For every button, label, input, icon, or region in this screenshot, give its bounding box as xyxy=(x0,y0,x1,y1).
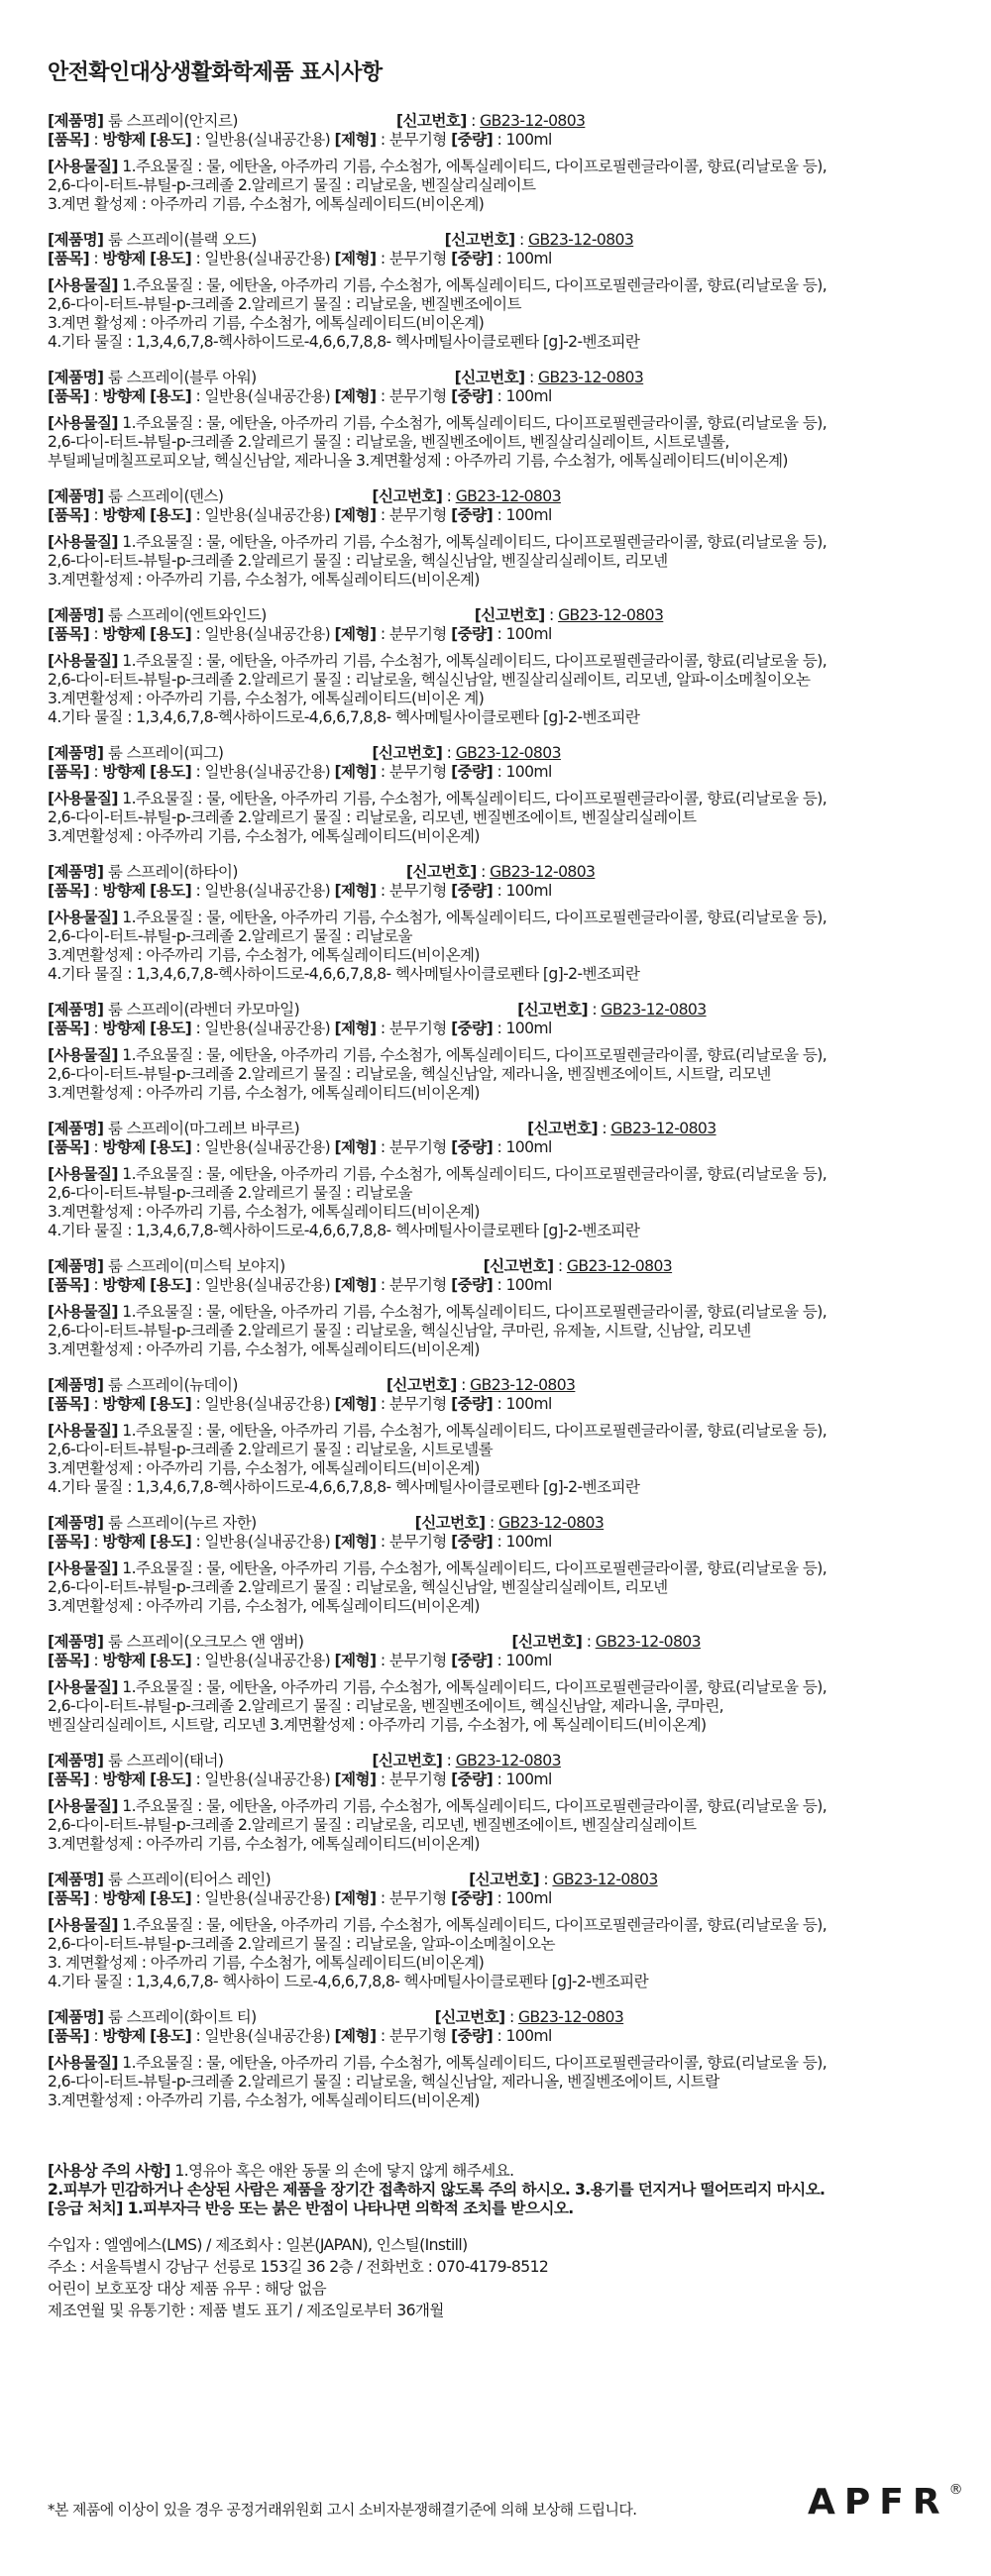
form-value: 분무기형 xyxy=(388,625,447,643)
product-name: 룸 스프레이(엔트와인드) xyxy=(107,606,267,624)
product-name-label: [제품명] xyxy=(48,1752,104,1770)
registration-number: GB23-12-0803 xyxy=(527,231,634,249)
usage-label: [용도] xyxy=(150,1533,192,1551)
registration-label: [신고번호] xyxy=(385,1376,457,1394)
material-line: 3.계면활성제 : 아주까리 기름, 수소첨가, 에톡실레이티드(비이온계) xyxy=(48,571,480,589)
registration-label: [신고번호] xyxy=(372,487,443,505)
registration-number: GB23-12-0803 xyxy=(610,1120,716,1137)
volume-value: 100ml xyxy=(505,1395,552,1413)
material-line: 2,6-다이-터트-뷰틸-p-크레졸 2.알레르기 물질 : 리날로울 xyxy=(48,927,412,945)
volume-value: 100ml xyxy=(505,1771,552,1788)
volume-label: [중량] xyxy=(451,1771,494,1788)
material-line: 4.기타 물질 : 1,3,4,6,7,8-헥사하이드로-4,6,6,7,8,8- 헥사메틸사이클로펜타 [g]-2-벤조피란 xyxy=(48,965,640,983)
product-block: [제품명] 룸 스프레이(태너) [신고번호] : GB23-12-0803 [품목] : 방향제 [용도] : 일반용(실내공간용) [제형] : 분무기형 [중량] : 100ml [사용물질] 1.주요물질 : 물, 에탄올, 아주까리 기름, 수소첨가, 에톡실레이티드, 다이프로필렌글라이콜, 향료(리날로울 등), 2,6-다이-터트-뷰틸-p-크레졸 2.알레르기 물질 : 리날로울, 리모넨, 벤질벤조에이트, 벤질살리실레이트 3.계면활성제 : 아주까리 기름, 수소첨가, 에톡실레이티드(비이온계) xyxy=(48,1752,827,1853)
registration-number: GB23-12-0803 xyxy=(552,1871,658,1888)
usage-label: [용도] xyxy=(150,250,192,268)
type-value: 방향제 xyxy=(102,1533,146,1551)
caution-section xyxy=(48,2162,959,2218)
registration-number: GB23-12-0803 xyxy=(470,1376,576,1394)
type-label: [품목] xyxy=(48,763,89,781)
material-line: 1.주요물질 : 물, 에탄올, 아주까리 기름, 수소첨가, 에톡실레이티드, 다이프로필렌글라이콜, 향료(리날로울 등), xyxy=(122,790,827,807)
type-label: [품목] xyxy=(48,250,89,268)
product-name-label: [제품명] xyxy=(48,1257,104,1275)
product-block: [제품명] 룸 스프레이(엔트와인드) [신고번호] : GB23-12-0803 [품목] : 방향제 [용도] : 일반용(실내공간용) [제형] : 분무기형 [중량] : 100ml [사용물질] 1.주요물질 : 물, 에탄올, 아주까리 기름, 수소첨가, 에톡실레이티드, 다이프로필렌글라이콜, 향료(리날로울 등), 2,6-다이-터트-뷰틸-p-크레졸 2.알레르기 물질 : 리날로울, 헥실신남알, 벤질살리실레이트, 리모넨, 알파-이소메칠이오논 3.계면활성제 : 아주까리 기름, 수소첨가, 에톡실레이티드(비이온 계) 4.기타 물질 : 1,3,4,6,7,8-헥사하이드로-4,6,6,7,8,8- 헥사메틸사이클로펜타 [g]-2-벤조피란 xyxy=(48,606,827,726)
product-name-label: [제품명] xyxy=(48,1871,104,1888)
volume-value: 100ml xyxy=(505,1276,552,1294)
product-name-label: [제품명] xyxy=(48,112,104,130)
usage-label: [용도] xyxy=(150,2027,192,2045)
type-value: 방향제 xyxy=(102,1771,146,1788)
registration-label: [신고번호] xyxy=(469,1871,540,1888)
type-label: [품목] xyxy=(48,625,89,643)
registration-number: GB23-12-0803 xyxy=(497,1514,605,1532)
product-name-label: [제품명] xyxy=(48,369,104,386)
type-value: 방향제 xyxy=(102,506,146,524)
type-value: 방향제 xyxy=(102,250,146,268)
volume-value: 100ml xyxy=(505,1533,552,1551)
type-label: [품목] xyxy=(48,882,89,900)
usage-label: [용도] xyxy=(150,882,192,900)
product-name-label: [제품명] xyxy=(48,606,104,624)
material-line: 2,6-다이-터트-뷰틸-p-크레졸 2.알레르기 물질 : 리날로울, 헥실신남알, 쿠마린, 유제놀, 시트랄, 신남알, 리모넨 xyxy=(48,1322,751,1340)
material-line: 4.기타 물질 : 1,3,4,6,7,8-헥사하이드로-4,6,6,7,8,8- 헥사메틸사이클로펜타 [g]-2-벤조피란 xyxy=(48,333,640,351)
volume-label: [중량] xyxy=(451,1138,494,1156)
form-value: 분무기형 xyxy=(388,506,447,524)
product-block: [제품명] 룸 스프레이(블랙 오드) [신고번호] : GB23-12-0803 [품목] : 방향제 [용도] : 일반용(실내공간용) [제형] : 분무기형 [중량] : 100ml [사용물질] 1.주요물질 : 물, 에탄올, 아주까리 기름, 수소첨가, 에톡실레이티드, 다이프로필렌글라이콜, 향료(리날로울 등), 2,6-다이-터트-뷰틸-p-크레졸 2.알레르기 물질 : 리날로울, 벤질벤조에이트 3.계면 활성제 : 아주까리 기름, 수소첨가, 에톡실레이티드(비이온계) 4.기타 물질 : 1,3,4,6,7,8-헥사하이드로-4,6,6,7,8,8- 헥사메틸사이클로펜타 [g]-2-벤조피란 xyxy=(48,231,827,351)
type-label: [품목] xyxy=(48,1138,89,1156)
material-line: 3.계면 활성제 : 아주까리 기름, 수소첨가, 에톡실레이티드(비이온계) xyxy=(48,314,485,332)
registration-number: GB23-12-0803 xyxy=(490,863,596,881)
volume-label: [중량] xyxy=(451,1652,494,1669)
form-label: [제형] xyxy=(334,763,377,781)
registration-number: GB23-12-0803 xyxy=(455,744,561,762)
registration-number: GB23-12-0803 xyxy=(558,606,664,624)
material-line: 2,6-다이-터트-뷰틸-p-크레졸 2.알레르기 물질 : 리날로울, 알파-이소메칠이오논 xyxy=(48,1935,555,1953)
usage-label: [용도] xyxy=(150,387,192,405)
usage-label: [용도] xyxy=(150,1889,192,1907)
product-name: 룸 스프레이(덴스) xyxy=(107,487,224,505)
usage-value: 일반용(실내공간용) xyxy=(204,131,331,149)
form-label: [제형] xyxy=(334,882,377,900)
product-name-label: [제품명] xyxy=(48,863,104,881)
material-line: 2,6-다이-터트-뷰틸-p-크레졸 2.알레르기 물질 : 리날로울, 리모넨, 벤질벤조에이트, 벤질살리실레이트 xyxy=(48,808,697,826)
usage-label: [용도] xyxy=(150,1138,192,1156)
volume-label: [중량] xyxy=(451,1533,494,1551)
form-value: 분무기형 xyxy=(388,1276,447,1294)
material-line: 3.계면활성제 : 아주까리 기름, 수소첨가, 에톡실레이티드(비이온계) xyxy=(48,1341,480,1358)
type-label: [품목] xyxy=(48,1533,89,1551)
product-block: [제품명] 룸 스프레이(미스틱 보야지) [신고번호] : GB23-12-0803 [품목] : 방향제 [용도] : 일반용(실내공간용) [제형] : 분무기형 [중량] : 100ml [사용물질] 1.주요물질 : 물, 에탄올, 아주까리 기름, 수소첨가, 에톡실레이티드, 다이프로필렌글라이콜, 향료(리날로울 등), 2,6-다이-터트-뷰틸-p-크레졸 2.알레르기 물질 : 리날로울, 헥실신남알, 쿠마린, 유제놀, 시트랄, 신남알, 리모넨 3.계면활성제 : 아주까리 기름, 수소첨가, 에톡실레이티드(비이온계) xyxy=(48,1257,827,1358)
volume-label: [중량] xyxy=(451,882,494,900)
company-info xyxy=(48,2234,959,2321)
material-line: 2,6-다이-터트-뷰틸-p-크레졸 2.알레르기 물질 : 리날로울, 헥실신남알, 벤질살리실레이트, 리모넨 xyxy=(48,1578,668,1596)
type-value: 방향제 xyxy=(102,1276,146,1294)
registration-number: GB23-12-0803 xyxy=(595,1633,701,1651)
product-block: [제품명] 룸 스프레이(마그레브 바쿠르) [신고번호] : GB23-12-0803 [품목] : 방향제 [용도] : 일반용(실내공간용) [제형] : 분무기형 [중량] : 100ml [사용물질] 1.주요물질 : 물, 에탄올, 아주까리 기름, 수소첨가, 에톡실레이티드, 다이프로필렌글라이콜, 향료(리날로울 등), 2,6-다이-터트-뷰틸-p-크레졸 2.알레르기 물질 : 리날로울 3.계면활성제 : 아주까리 기름, 수소첨가, 에톡실레이티드(비이온계) 4.기타 물질 : 1,3,4,6,7,8-헥사하이드로-4,6,6,7,8,8- 헥사메틸사이클로펜타 [g]-2-벤조피란 xyxy=(48,1120,827,1239)
volume-value: 100ml xyxy=(505,250,552,268)
material-label: [사용물질] xyxy=(48,414,118,432)
usage-label: [용도] xyxy=(150,763,192,781)
volume-value: 100ml xyxy=(505,1138,552,1156)
material-label: [사용물질] xyxy=(48,652,118,670)
usage-label: [용도] xyxy=(150,1276,192,1294)
material-label: [사용물질] xyxy=(48,276,118,294)
product-name: 룸 스프레이(오크모스 앤 앰버) xyxy=(107,1633,304,1651)
type-value: 방향제 xyxy=(102,387,146,405)
registration-label: [신고번호] xyxy=(517,1001,588,1019)
material-line: 3.계면활성제 : 아주까리 기름, 수소첨가, 에톡실레이티드(비이온계) xyxy=(48,2092,480,2109)
registration-number: GB23-12-0803 xyxy=(566,1257,673,1275)
material-line: 1.주요물질 : 물, 에탄올, 아주까리 기름, 수소첨가, 에톡실레이티드, 다이프로필렌글라이콜, 향료(리날로울 등), xyxy=(122,1046,827,1064)
registration-label: [신고번호] xyxy=(511,1633,583,1651)
usage-value: 일반용(실내공간용) xyxy=(204,506,331,524)
material-line: 2,6-다이-터트-뷰틸-p-크레졸 2.알레르기 물질 : 리날로울, 벤질살리실레이트 xyxy=(48,176,536,194)
type-label: [품목] xyxy=(48,387,89,405)
form-label: [제형] xyxy=(334,1771,377,1788)
material-label: [사용물질] xyxy=(48,1559,118,1577)
material-label: [사용물질] xyxy=(48,2054,118,2072)
material-line: 1.주요물질 : 물, 에탄올, 아주까리 기름, 수소첨가, 에톡실레이티드, 다이프로필렌글라이콜, 향료(리날로울 등), xyxy=(122,1559,827,1577)
material-line: 1.주요물질 : 물, 에탄올, 아주까리 기름, 수소첨가, 에톡실레이티드, 다이프로필렌글라이콜, 향료(리날로울 등), xyxy=(122,1303,827,1321)
product-name: 룸 스프레이(미스틱 보야지) xyxy=(107,1257,285,1275)
material-line: 1.주요물질 : 물, 에탄올, 아주까리 기름, 수소첨가, 에톡실레이티드, 다이프로필렌글라이콜, 향료(리날로울 등), xyxy=(122,414,827,432)
product-name: 룸 스프레이(라벤더 카모마일) xyxy=(107,1001,300,1019)
material-label: [사용물질] xyxy=(48,909,118,926)
material-line: 1.주요물질 : 물, 에탄올, 아주까리 기름, 수소첨가, 에톡실레이티드, 다이프로필렌글라이콜, 향료(리날로울 등), xyxy=(122,2054,827,2072)
material-line: 1.주요물질 : 물, 에탄올, 아주까리 기름, 수소첨가, 에톡실레이티드, 다이프로필렌글라이콜, 향료(리날로울 등), xyxy=(122,276,827,294)
product-name-label: [제품명] xyxy=(48,1514,104,1532)
type-value: 방향제 xyxy=(102,1889,146,1907)
material-line: 1.주요물질 : 물, 에탄올, 아주까리 기름, 수소첨가, 에톡실레이티드, 다이프로필렌글라이콜, 향료(리날로울 등), xyxy=(122,1165,827,1183)
volume-label: [중량] xyxy=(451,763,494,781)
form-label: [제형] xyxy=(334,625,377,643)
registration-label: [신고번호] xyxy=(527,1120,598,1137)
type-label: [품목] xyxy=(48,506,89,524)
usage-label: [용도] xyxy=(150,1395,192,1413)
product-name: 룸 스프레이(피그) xyxy=(107,744,224,762)
material-label: [사용물질] xyxy=(48,1046,118,1064)
material-line: 1.주요물질 : 물, 에탄올, 아주까리 기름, 수소첨가, 에톡실레이티드, 다이프로필렌글라이콜, 향료(리날로울 등), xyxy=(122,533,827,551)
volume-value: 100ml xyxy=(505,2027,552,2045)
product-block: [제품명] 룸 스프레이(뉴데이) [신고번호] : GB23-12-0803 [품목] : 방향제 [용도] : 일반용(실내공간용) [제형] : 분무기형 [중량] : 100ml [사용물질] 1.주요물질 : 물, 에탄올, 아주까리 기름, 수소첨가, 에톡실레이티드, 다이프로필렌글라이콜, 향료(리날로울 등), 2,6-다이-터트-뷰틸-p-크레졸 2.알레르기 물질 : 리날로울, 시트로넬롤 3.계면활성제 : 아주까리 기름, 수소첨가, 에톡실레이티드(비이온계) 4.기타 물질 : 1,3,4,6,7,8-헥사하이드로-4,6,6,7,8,8- 헥사메틸사이클로펜타 [g]-2-벤조피란 xyxy=(48,1376,827,1496)
material-line: 1.주요물질 : 물, 에탄올, 아주까리 기름, 수소첨가, 에톡실레이티드, 다이프로필렌글라이콜, 향료(리날로울 등), xyxy=(122,1678,827,1696)
form-label: [제형] xyxy=(334,1020,377,1037)
usage-value: 일반용(실내공간용) xyxy=(204,1771,331,1788)
form-label: [제형] xyxy=(334,131,377,149)
material-line: 부틸페닐메칠프로피오날, 헥실신남알, 제라니올 3.계면활성제 : 아주까리 기름, 수소첨가, 에톡실레이티드(비이온계) xyxy=(48,452,788,470)
usage-value: 일반용(실내공간용) xyxy=(204,1020,331,1037)
product-block: [제품명] 룸 스프레이(티어스 레인) [신고번호] : GB23-12-0803 [품목] : 방향제 [용도] : 일반용(실내공간용) [제형] : 분무기형 [중량] : 100ml [사용물질] 1.주요물질 : 물, 에탄올, 아주까리 기름, 수소첨가, 에톡실레이티드, 다이프로필렌글라이콜, 향료(리날로울 등), 2,6-다이-터트-뷰틸-p-크레졸 2.알레르기 물질 : 리날로울, 알파-이소메칠이오논 3. 계면활성제 : 아주까리 기름, 수소첨가, 에톡실레이티드(비이온계) 4.기타 물질 : 1,3,4,6,7,8- 헥사하이 드로-4,6,6,7,8,8- 헥사메틸사이클로펜타 [g]-2-벤조피란 xyxy=(48,1871,827,1990)
volume-value: 100ml xyxy=(505,882,552,900)
registered-mark: ® xyxy=(948,2482,963,2498)
type-label: [품목] xyxy=(48,1652,89,1669)
product-list xyxy=(48,112,959,2110)
material-label: [사용물질] xyxy=(48,1165,118,1183)
volume-label: [중량] xyxy=(451,131,494,149)
type-value: 방향제 xyxy=(102,625,146,643)
usage-value: 일반용(실내공간용) xyxy=(204,1533,331,1551)
type-label: [품목] xyxy=(48,1020,89,1037)
product-name: 룸 스프레이(누르 자한) xyxy=(107,1514,257,1532)
product-name-label: [제품명] xyxy=(48,1376,104,1394)
usage-value: 일반용(실내공간용) xyxy=(204,1395,331,1413)
registration-label: [신고번호] xyxy=(405,863,477,881)
usage-label: [용도] xyxy=(150,1652,192,1669)
form-value: 분무기형 xyxy=(388,882,447,900)
form-value: 분무기형 xyxy=(388,1020,447,1037)
form-value: 분무기형 xyxy=(388,131,447,149)
registration-label: [신고번호] xyxy=(474,606,545,624)
usage-value: 일반용(실내공간용) xyxy=(204,1889,331,1907)
usage-value: 일반용(실내공간용) xyxy=(204,625,331,643)
material-line: 3.계면활성제 : 아주까리 기름, 수소첨가, 에톡실레이티드(비이온계) xyxy=(48,1459,480,1477)
product-name-label: [제품명] xyxy=(48,1633,104,1651)
registration-label: [신고번호] xyxy=(372,1752,443,1770)
form-label: [제형] xyxy=(334,2027,377,2045)
registration-number: GB23-12-0803 xyxy=(601,1001,707,1019)
usage-label: [용도] xyxy=(150,1771,192,1788)
material-label: [사용물질] xyxy=(48,1916,118,1934)
form-label: [제형] xyxy=(334,1138,377,1156)
material-line: 3. 계면활성제 : 아주까리 기름, 수소첨가, 에톡실레이티드(비이온계) xyxy=(48,1954,485,1972)
registration-number: GB23-12-0803 xyxy=(517,2008,624,2026)
form-value: 분무기형 xyxy=(388,763,447,781)
usage-label: [용도] xyxy=(150,131,192,149)
form-value: 분무기형 xyxy=(388,387,447,405)
volume-value: 100ml xyxy=(505,625,552,643)
registration-number: GB23-12-0803 xyxy=(455,1752,561,1770)
material-line: 1.주요물질 : 물, 에탄올, 아주까리 기름, 수소첨가, 에톡실레이티드, 다이프로필렌글라이콜, 향료(리날로울 등), xyxy=(122,158,827,175)
caution-label: [사용상 주의 사항] xyxy=(48,2162,170,2180)
product-name-label: [제품명] xyxy=(48,1120,104,1137)
form-value: 분무기형 xyxy=(388,1889,447,1907)
volume-value: 100ml xyxy=(505,131,552,149)
volume-value: 100ml xyxy=(505,1652,552,1669)
material-line: 2,6-다이-터트-뷰틸-p-크레졸 2.알레르기 물질 : 리날로울, 벤질벤조에이트, 벤질살리실레이트, 시트로넬롤, xyxy=(48,433,729,451)
usage-value: 일반용(실내공간용) xyxy=(204,2027,331,2045)
material-line: 2,6-다이-터트-뷰틸-p-크레졸 2.알레르기 물질 : 리날로울, 헥실신남알, 제라니올, 벤질벤조에이트, 시트랄, 리모넨 xyxy=(48,1065,771,1083)
importer-line: 수입자 : 엘엠에스(LMS) / 제조회사 : 일본(JAPAN), 인스틸(Instill) xyxy=(48,2236,468,2254)
material-label: [사용물질] xyxy=(48,1797,118,1815)
volume-value: 100ml xyxy=(505,387,552,405)
type-label: [품목] xyxy=(48,1276,89,1294)
usage-value: 일반용(실내공간용) xyxy=(204,882,331,900)
type-value: 방향제 xyxy=(102,131,146,149)
material-line: 3.계면활성제 : 아주까리 기름, 수소첨가, 에톡실레이티드(비이온계) xyxy=(48,946,480,964)
usage-value: 일반용(실내공간용) xyxy=(204,1138,331,1156)
product-name: 룸 스프레이(마그레브 바쿠르) xyxy=(107,1120,300,1137)
form-value: 분무기형 xyxy=(388,1533,447,1551)
type-label: [품목] xyxy=(48,1771,89,1788)
type-value: 방향제 xyxy=(102,1395,146,1413)
volume-label: [중량] xyxy=(451,1020,494,1037)
volume-value: 100ml xyxy=(505,763,552,781)
material-line: 2,6-다이-터트-뷰틸-p-크레졸 2.알레르기 물질 : 리날로울, 헥실신남알, 벤질살리실레이트, 리모넨 xyxy=(48,552,668,570)
registration-number: GB23-12-0803 xyxy=(480,112,586,130)
material-line: 1.주요물질 : 물, 에탄올, 아주까리 기름, 수소첨가, 에톡실레이티드, 다이프로필렌글라이콜, 향료(리날로울 등), xyxy=(122,909,827,926)
type-label: [품목] xyxy=(48,2027,89,2045)
form-value: 분무기형 xyxy=(388,1138,447,1156)
material-line: 1.주요물질 : 물, 에탄올, 아주까리 기름, 수소첨가, 에톡실레이티드, 다이프로필렌글라이콜, 향료(리날로울 등), xyxy=(122,652,827,670)
material-line: 1.주요물질 : 물, 에탄올, 아주까리 기름, 수소첨가, 에톡실레이티드, 다이프로필렌글라이콜, 향료(리날로울 등), xyxy=(122,1916,827,1934)
material-line: 4.기타 물질 : 1,3,4,6,7,8-헥사하이드로-4,6,6,7,8,8- 헥사메틸사이클로펜타 [g]-2-벤조피란 xyxy=(48,1478,640,1496)
form-label: [제형] xyxy=(334,387,377,405)
form-label: [제형] xyxy=(334,1395,377,1413)
material-label: [사용물질] xyxy=(48,790,118,807)
form-label: [제형] xyxy=(334,1889,377,1907)
type-value: 방향제 xyxy=(102,1138,146,1156)
document-title: 안전확인대상생활화학제품 표시사항 xyxy=(48,60,383,85)
product-name-label: [제품명] xyxy=(48,487,104,505)
type-label: [품목] xyxy=(48,1889,89,1907)
product-block: [제품명] 룸 스프레이(블루 아워) [신고번호] : GB23-12-0803 [품목] : 방향제 [용도] : 일반용(실내공간용) [제형] : 분무기형 [중량] : 100ml [사용물질] 1.주요물질 : 물, 에탄올, 아주까리 기름, 수소첨가, 에톡실레이티드, 다이프로필렌글라이콜, 향료(리날로울 등), 2,6-다이-터트-뷰틸-p-크레졸 2.알레르기 물질 : 리날로울, 벤질벤조에이트, 벤질살리실레이트, 시트로넬롤, 부틸페닐메칠프로피오날, 헥실신남알, 제라니올 3.계면활성제 : 아주까리 기름, 수소첨가, 에톡실레이티드(비이온계) xyxy=(48,369,827,470)
material-line: 3.계면활성제 : 아주까리 기름, 수소첨가, 에톡실레이티드(비이온계) xyxy=(48,1835,480,1853)
product-name: 룸 스프레이(뉴데이) xyxy=(107,1376,238,1394)
material-line: 2,6-다이-터트-뷰틸-p-크레졸 2.알레르기 물질 : 리날로울, 벤질벤조에이트, 헥실신남알, 제라니올, 쿠마린, xyxy=(48,1697,724,1715)
form-value: 분무기형 xyxy=(388,1395,447,1413)
usage-value: 일반용(실내공간용) xyxy=(204,250,331,268)
material-line: 2,6-다이-터트-뷰틸-p-크레졸 2.알레르기 물질 : 리날로울, 리모넨, 벤질벤조에이트, 벤질살리실레이트 xyxy=(48,1816,697,1834)
form-label: [제형] xyxy=(334,250,377,268)
form-label: [제형] xyxy=(334,1276,377,1294)
product-name: 룸 스프레이(하타이) xyxy=(107,863,238,881)
product-name-label: [제품명] xyxy=(48,744,104,762)
volume-label: [중량] xyxy=(451,625,494,643)
product-name-label: [제품명] xyxy=(48,1001,104,1019)
product-name: 룸 스프레이(안지르) xyxy=(107,112,238,130)
volume-label: [중량] xyxy=(451,1395,494,1413)
material-label: [사용물질] xyxy=(48,1678,118,1696)
registration-number: GB23-12-0803 xyxy=(455,487,561,505)
product-block: [제품명] 룸 스프레이(안지르) [신고번호] : GB23-12-0803 [품목] : 방향제 [용도] : 일반용(실내공간용) [제형] : 분무기형 [중량] : 100ml [사용물질] 1.주요물질 : 물, 에탄올, 아주까리 기름, 수소첨가, 에톡실레이티드, 다이프로필렌글라이콜, 향료(리날로울 등), 2,6-다이-터트-뷰틸-p-크레졸 2.알레르기 물질 : 리날로울, 벤질살리실레이트 3.계면 활성제 : 아주까리 기름, 수소첨가, 에톡실레이티드(비이온계) xyxy=(48,112,827,213)
product-block: [제품명] 룸 스프레이(피그) [신고번호] : GB23-12-0803 [품목] : 방향제 [용도] : 일반용(실내공간용) [제형] : 분무기형 [중량] : 100ml [사용물질] 1.주요물질 : 물, 에탄올, 아주까리 기름, 수소첨가, 에톡실레이티드, 다이프로필렌글라이콜, 향료(리날로울 등), 2,6-다이-터트-뷰틸-p-크레졸 2.알레르기 물질 : 리날로울, 리모넨, 벤질벤조에이트, 벤질살리실레이트 3.계면활성제 : 아주까리 기름, 수소첨가, 에톡실레이티드(비이온계) xyxy=(48,744,827,845)
material-label: [사용물질] xyxy=(48,533,118,551)
usage-value: 일반용(실내공간용) xyxy=(204,1276,331,1294)
product-name: 룸 스프레이(블루 아워) xyxy=(107,369,257,386)
registration-label: [신고번호] xyxy=(444,231,515,249)
usage-label: [용도] xyxy=(150,1020,192,1037)
volume-label: [중량] xyxy=(451,506,494,524)
product-name-label: [제품명] xyxy=(48,231,104,249)
type-value: 방향제 xyxy=(102,1020,146,1037)
registration-label: [신고번호] xyxy=(434,2008,505,2026)
caution-line-2: 2.피부가 민감하거나 손상된 사람은 제품을 장기간 접촉하지 않도록 주의 하시오. 3.용기를 던지거나 떨어뜨리지 마시오. xyxy=(48,2181,826,2199)
product-name: 룸 스프레이(블랙 오드) xyxy=(107,231,257,249)
volume-label: [중량] xyxy=(451,2027,494,2045)
form-label: [제형] xyxy=(334,1533,377,1551)
child-packaging-line: 어린이 보호포장 대상 제품 유무 : 해당 없음 xyxy=(48,2280,327,2298)
material-line: 3.계면활성제 : 아주까리 기름, 수소첨가, 에톡실레이티드(비이온계) xyxy=(48,1203,480,1221)
product-block: [제품명] 룸 스프레이(누르 자한) [신고번호] : GB23-12-0803 [품목] : 방향제 [용도] : 일반용(실내공간용) [제형] : 분무기형 [중량] : 100ml [사용물질] 1.주요물질 : 물, 에탄올, 아주까리 기름, 수소첨가, 에톡실레이티드, 다이프로필렌글라이콜, 향료(리날로울 등), 2,6-다이-터트-뷰틸-p-크레졸 2.알레르기 물질 : 리날로울, 헥실신남알, 벤질살리실레이트, 리모넨 3.계면활성제 : 아주까리 기름, 수소첨가, 에톡실레이티드(비이온계) xyxy=(48,1514,827,1615)
volume-label: [중량] xyxy=(451,1276,494,1294)
material-line: 2,6-다이-터트-뷰틸-p-크레졸 2.알레르기 물질 : 리날로울 xyxy=(48,1184,412,1202)
material-line: 1.주요물질 : 물, 에탄올, 아주까리 기름, 수소첨가, 에톡실레이티드, 다이프로필렌글라이콜, 향료(리날로울 등), xyxy=(122,1797,827,1815)
material-line: 2,6-다이-터트-뷰틸-p-크레졸 2.알레르기 물질 : 리날로울, 헥실신남알, 벤질살리실레이트, 리모넨, 알파-이소메칠이오논 xyxy=(48,671,811,689)
material-label: [사용물질] xyxy=(48,158,118,175)
volume-label: [중량] xyxy=(451,387,494,405)
product-name-label: [제품명] xyxy=(48,2008,104,2026)
material-line: 4.기타 물질 : 1,3,4,6,7,8-헥사하이드로-4,6,6,7,8,8- 헥사메틸사이클로펜타 [g]-2-벤조피란 xyxy=(48,1222,640,1239)
volume-label: [중량] xyxy=(451,250,494,268)
form-value: 분무기형 xyxy=(388,250,447,268)
registration-label: [신고번호] xyxy=(372,744,443,762)
type-value: 방향제 xyxy=(102,882,146,900)
product-block: [제품명] 룸 스프레이(하타이) [신고번호] : GB23-12-0803 [품목] : 방향제 [용도] : 일반용(실내공간용) [제형] : 분무기형 [중량] : 100ml [사용물질] 1.주요물질 : 물, 에탄올, 아주까리 기름, 수소첨가, 에톡실레이티드, 다이프로필렌글라이콜, 향료(리날로울 등), 2,6-다이-터트-뷰틸-p-크레졸 2.알레르기 물질 : 리날로울 3.계면활성제 : 아주까리 기름, 수소첨가, 에톡실레이티드(비이온계) 4.기타 물질 : 1,3,4,6,7,8-헥사하이드로-4,6,6,7,8,8- 헥사메틸사이클로펜타 [g]-2-벤조피란 xyxy=(48,863,827,983)
form-value: 분무기형 xyxy=(388,1771,447,1788)
product-block: [제품명] 룸 스프레이(라벤더 카모마일) [신고번호] : GB23-12-0803 [품목] : 방향제 [용도] : 일반용(실내공간용) [제형] : 분무기형 [중량] : 100ml [사용물질] 1.주요물질 : 물, 에탄올, 아주까리 기름, 수소첨가, 에톡실레이티드, 다이프로필렌글라이콜, 향료(리날로울 등), 2,6-다이-터트-뷰틸-p-크레졸 2.알레르기 물질 : 리날로울, 헥실신남알, 제라니올, 벤질벤조에이트, 시트랄, 리모넨 3.계면활성제 : 아주까리 기름, 수소첨가, 에톡실레이티드(비이온계) xyxy=(48,1001,827,1102)
product-block: [제품명] 룸 스프레이(화이트 티) [신고번호] : GB23-12-0803 [품목] : 방향제 [용도] : 일반용(실내공간용) [제형] : 분무기형 [중량] : 100ml [사용물질] 1.주요물질 : 물, 에탄올, 아주까리 기름, 수소첨가, 에톡실레이티드, 다이프로필렌글라이콜, 향료(리날로울 등), 2,6-다이-터트-뷰틸-p-크레졸 2.알레르기 물질 : 리날로울, 헥실신남알, 제라니올, 벤질벤조에이트, 시트랄 3.계면활성제 : 아주까리 기름, 수소첨가, 에톡실레이티드(비이온계) xyxy=(48,2008,827,2109)
registration-number: GB23-12-0803 xyxy=(537,369,644,386)
volume-label: [중량] xyxy=(451,1889,494,1907)
type-label: [품목] xyxy=(48,1395,89,1413)
material-line: 3.계면활성제 : 아주까리 기름, 수소첨가, 에톡실레이티드(비이온계) xyxy=(48,827,480,845)
footer-note: *본 제품에 이상이 있을 경우 공정거래위원회 고시 소비자분쟁해결기준에 의해 보상해 드립니다. xyxy=(48,2501,637,2519)
usage-value: 일반용(실내공간용) xyxy=(204,763,331,781)
form-value: 분무기형 xyxy=(388,2027,447,2045)
material-line: 4.기타 물질 : 1,3,4,6,7,8-헥사하이드로-4,6,6,7,8,8- 헥사메틸사이클로펜타 [g]-2-벤조피란 xyxy=(48,708,640,726)
registration-label: [신고번호] xyxy=(454,369,525,386)
material-line: 3.계면활성제 : 아주까리 기름, 수소첨가, 에톡실레이티드(비이온계) xyxy=(48,1084,480,1102)
registration-label: [신고번호] xyxy=(483,1257,554,1275)
material-line: 3.계면 활성제 : 아주까리 기름, 수소첨가, 에톡실레이티드(비이온계) xyxy=(48,195,485,213)
usage-label: [용도] xyxy=(150,625,192,643)
address-line: 주소 : 서울특별시 강남구 선릉로 153길 36 2층 / 전화번호 : 070-4179-8512 xyxy=(48,2258,549,2276)
product-block: [제품명] 룸 스프레이(덴스) [신고번호] : GB23-12-0803 [품목] : 방향제 [용도] : 일반용(실내공간용) [제형] : 분무기형 [중량] : 100ml [사용물질] 1.주요물질 : 물, 에탄올, 아주까리 기름, 수소첨가, 에톡실레이티드, 다이프로필렌글라이콜, 향료(리날로울 등), 2,6-다이-터트-뷰틸-p-크레졸 2.알레르기 물질 : 리날로울, 헥실신남알, 벤질살리실레이트, 리모넨 3.계면활성제 : 아주까리 기름, 수소첨가, 에톡실레이티드(비이온계) xyxy=(48,487,827,589)
caution-line-1: 1.영유아 혹은 애완 동물 의 손에 닿지 않게 해주세요. xyxy=(169,2162,514,2180)
material-line: 2,6-다이-터트-뷰틸-p-크레졸 2.알레르기 물질 : 리날로울, 벤질벤조에이트 xyxy=(48,295,521,313)
first-aid-line: [응급 처치] 1.피부자극 반응 또는 붉은 반점이 나타나면 의학적 조치를 받으시오. xyxy=(48,2200,574,2217)
material-line: 1.주요물질 : 물, 에탄올, 아주까리 기름, 수소첨가, 에톡실레이티드, 다이프로필렌글라이콜, 향료(리날로울 등), xyxy=(122,1422,827,1440)
type-label: [품목] xyxy=(48,131,89,149)
product-name: 룸 스프레이(티어스 레인) xyxy=(107,1871,272,1888)
type-value: 방향제 xyxy=(102,763,146,781)
material-line: 4.기타 물질 : 1,3,4,6,7,8- 헥사하이 드로-4,6,6,7,8,8- 헥사메틸사이클로펜타 [g]-2-벤조피란 xyxy=(48,1973,649,1990)
usage-value: 일반용(실내공간용) xyxy=(204,1652,331,1669)
form-label: [제형] xyxy=(334,506,377,524)
form-value: 분무기형 xyxy=(388,1652,447,1669)
material-label: [사용물질] xyxy=(48,1422,118,1440)
volume-value: 100ml xyxy=(505,506,552,524)
type-value: 방향제 xyxy=(102,2027,146,2045)
material-line: 2,6-다이-터트-뷰틸-p-크레졸 2.알레르기 물질 : 리날로울, 헥실신남알, 제라니올, 벤질벤조에이트, 시트랄 xyxy=(48,2073,719,2091)
material-line: 2,6-다이-터트-뷰틸-p-크레졸 2.알레르기 물질 : 리날로울, 시트로넬롤 xyxy=(48,1441,494,1458)
material-line: 3.계면활성제 : 아주까리 기름, 수소첨가, 에톡실레이티드(비이온 계) xyxy=(48,690,485,707)
brand-logo-text: APFR xyxy=(808,2482,949,2522)
material-line: 3.계면활성제 : 아주까리 기름, 수소첨가, 에톡실레이티드(비이온계) xyxy=(48,1597,480,1615)
material-line: 벤질살리실레이트, 시트랄, 리모넨 3.계면활성제 : 아주까리 기름, 수소첨가, 에 톡실레이티드(비이온계) xyxy=(48,1716,707,1734)
registration-label: [신고번호] xyxy=(414,1514,486,1532)
brand-logo xyxy=(808,2482,963,2522)
type-value: 방향제 xyxy=(102,1652,146,1669)
expiry-line: 제조연월 및 유통기한 : 제품 별도 표기 / 제조일로부터 36개월 xyxy=(48,2302,444,2319)
registration-label: [신고번호] xyxy=(395,112,467,130)
form-label: [제형] xyxy=(334,1652,377,1669)
volume-value: 100ml xyxy=(505,1889,552,1907)
usage-value: 일반용(실내공간용) xyxy=(204,387,331,405)
volume-value: 100ml xyxy=(505,1020,552,1037)
label-document xyxy=(48,55,959,2321)
usage-label: [용도] xyxy=(150,506,192,524)
product-name: 룸 스프레이(태너) xyxy=(107,1752,224,1770)
material-label: [사용물질] xyxy=(48,1303,118,1321)
product-name: 룸 스프레이(화이트 티) xyxy=(107,2008,257,2026)
product-block: [제품명] 룸 스프레이(오크모스 앤 앰버) [신고번호] : GB23-12-0803 [품목] : 방향제 [용도] : 일반용(실내공간용) [제형] : 분무기형 [중량] : 100ml [사용물질] 1.주요물질 : 물, 에탄올, 아주까리 기름, 수소첨가, 에톡실레이티드, 다이프로필렌글라이콜, 향료(리날로울 등), 2,6-다이-터트-뷰틸-p-크레졸 2.알레르기 물질 : 리날로울, 벤질벤조에이트, 헥실신남알, 제라니올, 쿠마린, 벤질살리실레이트, 시트랄, 리모넨 3.계면활성제 : 아주까리 기름, 수소첨가, 에 톡실레이티드(비이온계) xyxy=(48,1633,827,1734)
